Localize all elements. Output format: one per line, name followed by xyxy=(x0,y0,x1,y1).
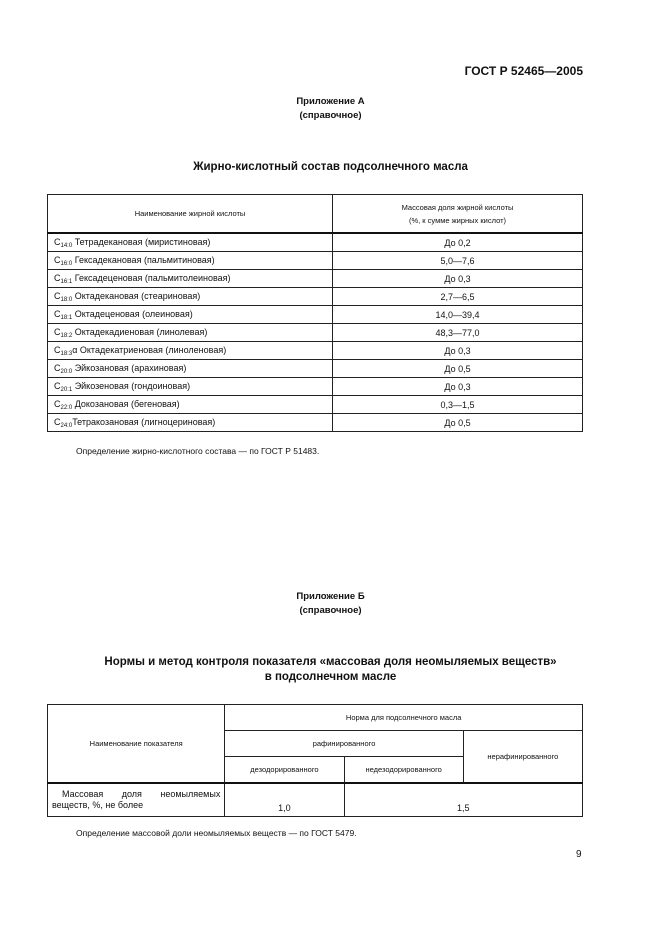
header-mass-fraction xyxy=(333,195,583,234)
header-mass-fraction-line2: (%, к сумме жирных кислот) xyxy=(408,215,507,225)
note-b: Определение массовой доли неомыляемых веществ — по ГОСТ 5479. xyxy=(76,828,357,838)
acid-name-cell xyxy=(48,414,333,432)
acid-symbol: C xyxy=(54,344,61,355)
header-refined: рафинированного xyxy=(225,731,463,757)
acid-name-cell xyxy=(48,396,333,414)
table-row xyxy=(48,233,583,252)
acid-formula: 24:0 xyxy=(60,422,73,429)
row-value-other: 1,5 xyxy=(344,783,582,817)
mass-fraction-cell: До 0,5 xyxy=(333,360,583,378)
mass-fraction-cell: 2,7—6,5 xyxy=(333,288,583,306)
table-row xyxy=(48,324,583,342)
acid-name-cell xyxy=(48,270,333,288)
acid-formula: 18:1 xyxy=(60,314,73,321)
acid-symbol: C xyxy=(54,362,61,373)
acid-name-cell xyxy=(48,342,333,360)
table-b-title-line2: в подсолнечном масле xyxy=(264,671,397,683)
appendix-b-subtitle: (справочное) xyxy=(299,605,362,616)
acid-symbol: C xyxy=(54,416,61,427)
acid-name: Гексадеценовая (пальмитолеиновая) xyxy=(72,272,231,283)
acid-name: Эйкозановая (арахиновая) xyxy=(72,362,187,373)
header-acid-name: Наименование жирной кислоты xyxy=(48,195,333,234)
acid-name-cell xyxy=(48,306,333,324)
acid-name: Октадекадиеновая (линолевая) xyxy=(72,326,208,337)
page-number: 9 xyxy=(576,849,582,860)
acid-name: Октадекановая (стеариновая) xyxy=(72,290,201,301)
acid-name: Тетрадекановая (миристиновая) xyxy=(72,236,211,247)
mass-fraction-cell: До 0,5 xyxy=(333,414,583,432)
acid-symbol: C xyxy=(54,272,61,283)
acid-formula: 20:1 xyxy=(60,386,73,393)
acid-name-cell xyxy=(48,378,333,396)
fatty-acid-table xyxy=(47,194,583,432)
mass-fraction-cell: 5,0—7,6 xyxy=(333,252,583,270)
table-row xyxy=(48,378,583,396)
acid-name: α Октадекатриеновая (линоленовая) xyxy=(72,344,227,355)
acid-formula: 18:3 xyxy=(60,350,73,357)
unsaponifiable-table xyxy=(47,704,583,817)
mass-fraction-cell: 14,0—39,4 xyxy=(333,306,583,324)
header-mass-fraction-line1: Массовая доля жирной кислоты xyxy=(401,202,514,212)
note-a: Определение жирно-кислотного состава — по ГОСТ Р 51483. xyxy=(76,446,320,456)
table-row xyxy=(48,342,583,360)
acid-symbol: C xyxy=(54,254,61,265)
acid-name: Эйкозеновая (гондоиновая) xyxy=(72,380,191,391)
header-deodorized: дезодорированного xyxy=(225,757,344,784)
acid-name-cell xyxy=(48,288,333,306)
appendix-a-subtitle: (справочное) xyxy=(299,110,362,121)
mass-fraction-cell: 0,3—1,5 xyxy=(333,396,583,414)
acid-formula: 22:0 xyxy=(60,404,73,411)
header-norm: Норма для подсолнечного масла xyxy=(225,705,583,731)
acid-formula: 16:1 xyxy=(60,278,73,285)
acid-symbol: C xyxy=(54,326,61,337)
acid-name-cell xyxy=(48,252,333,270)
header-indicator: Наименование показателя xyxy=(48,705,225,784)
header-nondeodorized: недезодорированного xyxy=(344,757,463,784)
acid-name: Гексадекановая (пальмитиновая) xyxy=(72,254,215,265)
table-b-title-line1: Нормы и метод контроля показателя «массовая доля неомыляемых веществ» xyxy=(104,656,557,668)
mass-fraction-cell: До 0,3 xyxy=(333,342,583,360)
acid-name-cell xyxy=(48,233,333,252)
acid-name: Докозановая (бегеновая) xyxy=(72,398,180,409)
table-row xyxy=(48,270,583,288)
mass-fraction-cell: 48,3—77,0 xyxy=(333,324,583,342)
row-indicator-name: Массовая доля неомыляемых веществ, %, не более xyxy=(48,783,225,817)
mass-fraction-cell: До 0,3 xyxy=(333,270,583,288)
acid-formula: 14:0 xyxy=(60,242,73,249)
table-row xyxy=(48,414,583,432)
table-row xyxy=(48,306,583,324)
acid-formula: 18:2 xyxy=(60,332,73,339)
acid-name-cell xyxy=(48,360,333,378)
mass-fraction-cell: До 0,2 xyxy=(333,233,583,252)
acid-symbol: C xyxy=(54,380,61,391)
table-row xyxy=(48,360,583,378)
acid-symbol: C xyxy=(54,236,61,247)
acid-name-cell xyxy=(48,324,333,342)
acid-symbol: C xyxy=(54,308,61,319)
document-code: ГОСТ Р 52465—2005 xyxy=(464,64,583,78)
table-row xyxy=(48,396,583,414)
table-a-title: Жирно-кислотный состав подсолнечного масла xyxy=(193,161,468,173)
table-row xyxy=(48,252,583,270)
acid-formula: 18:0 xyxy=(60,296,73,303)
mass-fraction-cell: До 0,3 xyxy=(333,378,583,396)
acid-name: Тетракозановая (лигноцериновая) xyxy=(72,416,216,427)
table-row xyxy=(48,288,583,306)
acid-formula: 20:0 xyxy=(60,368,73,375)
row-value-deodorized: 1,0 xyxy=(225,783,344,817)
header-unrefined: нерафинированного xyxy=(463,731,582,784)
acid-symbol: C xyxy=(54,290,61,301)
acid-symbol: C xyxy=(54,398,61,409)
acid-formula: 16:0 xyxy=(60,260,73,267)
appendix-a-title: Приложение А xyxy=(296,96,365,107)
acid-name: Октадеценовая (олеиновая) xyxy=(72,308,193,319)
appendix-b-title: Приложение Б xyxy=(296,591,365,602)
